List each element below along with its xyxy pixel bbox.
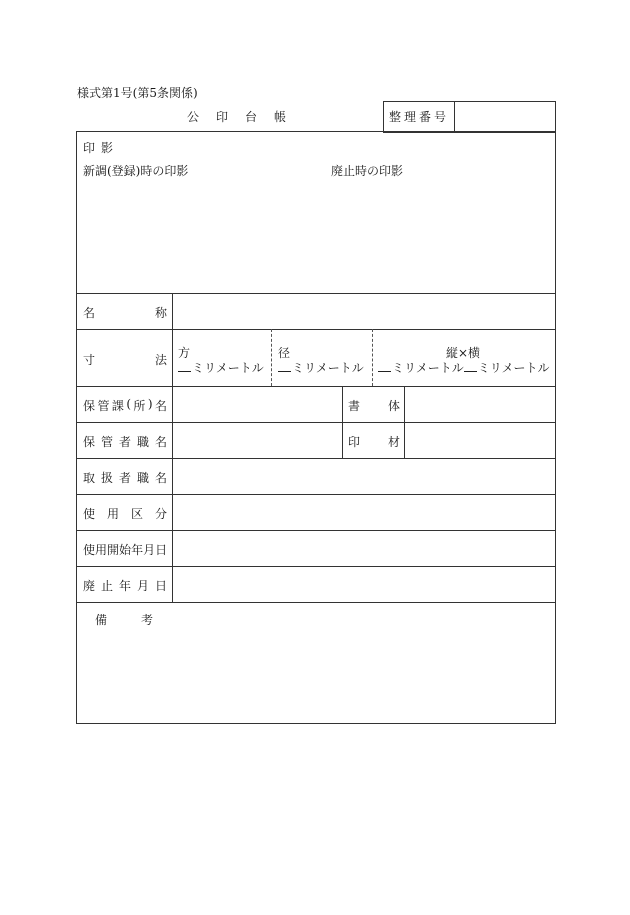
divider [77,329,555,330]
divider [77,386,555,387]
form-reference: 様式第1号(第5条関係) [77,86,198,100]
custody-section-label: 保 管 課 ( 所 ) 名 [83,397,167,413]
abolish-date-label: 廃 止 年 月 日 [83,579,167,593]
material-label: 印 材 [348,435,400,449]
divider [77,566,555,567]
handler-title-label: 取 扱 者 職 名 [83,471,167,485]
typeface-label: 書 体 [348,399,400,413]
seal-register-table [76,131,556,724]
start-date-label: 使 用 開 始 年 月 日 [83,543,168,557]
name-label: 名 称 [83,306,167,320]
impression-label: 印影 [83,141,120,155]
custodian-title-label: 保 管 者 職 名 [83,435,167,449]
document-title: 公印台帳 [187,110,304,124]
divider [77,293,555,294]
reference-number-box [383,101,556,133]
divider [77,602,555,603]
side-column-divider [404,386,405,458]
size-label: 寸 法 [83,353,167,367]
diameter-unit: ミリメートル [278,359,364,376]
diameter-label: 径 [278,346,291,360]
divider [77,422,555,423]
reference-number-label: 整理番号 [384,102,455,132]
size-dashed-divider [271,329,272,386]
remarks-label: 備 考 [95,613,153,627]
size-dashed-divider [372,329,373,386]
vertical-horizontal-unit: ミリメートル ミリメートル [378,359,550,376]
square-label: 方 [178,346,191,360]
reference-number-field[interactable] [455,102,555,132]
label-column-divider [172,293,173,602]
side-column-divider [342,386,343,458]
divider [77,530,555,531]
abolish-impression-label: 廃止時の印影 [331,164,404,178]
usage-category-label: 使 用 区 分 [83,507,167,521]
divider [77,494,555,495]
divider [77,458,555,459]
new-impression-label: 新調(登録)時の印影 [83,164,189,178]
vertical-horizontal-label: 縦×横 [446,346,481,360]
square-unit: ミリメートル [178,359,264,376]
